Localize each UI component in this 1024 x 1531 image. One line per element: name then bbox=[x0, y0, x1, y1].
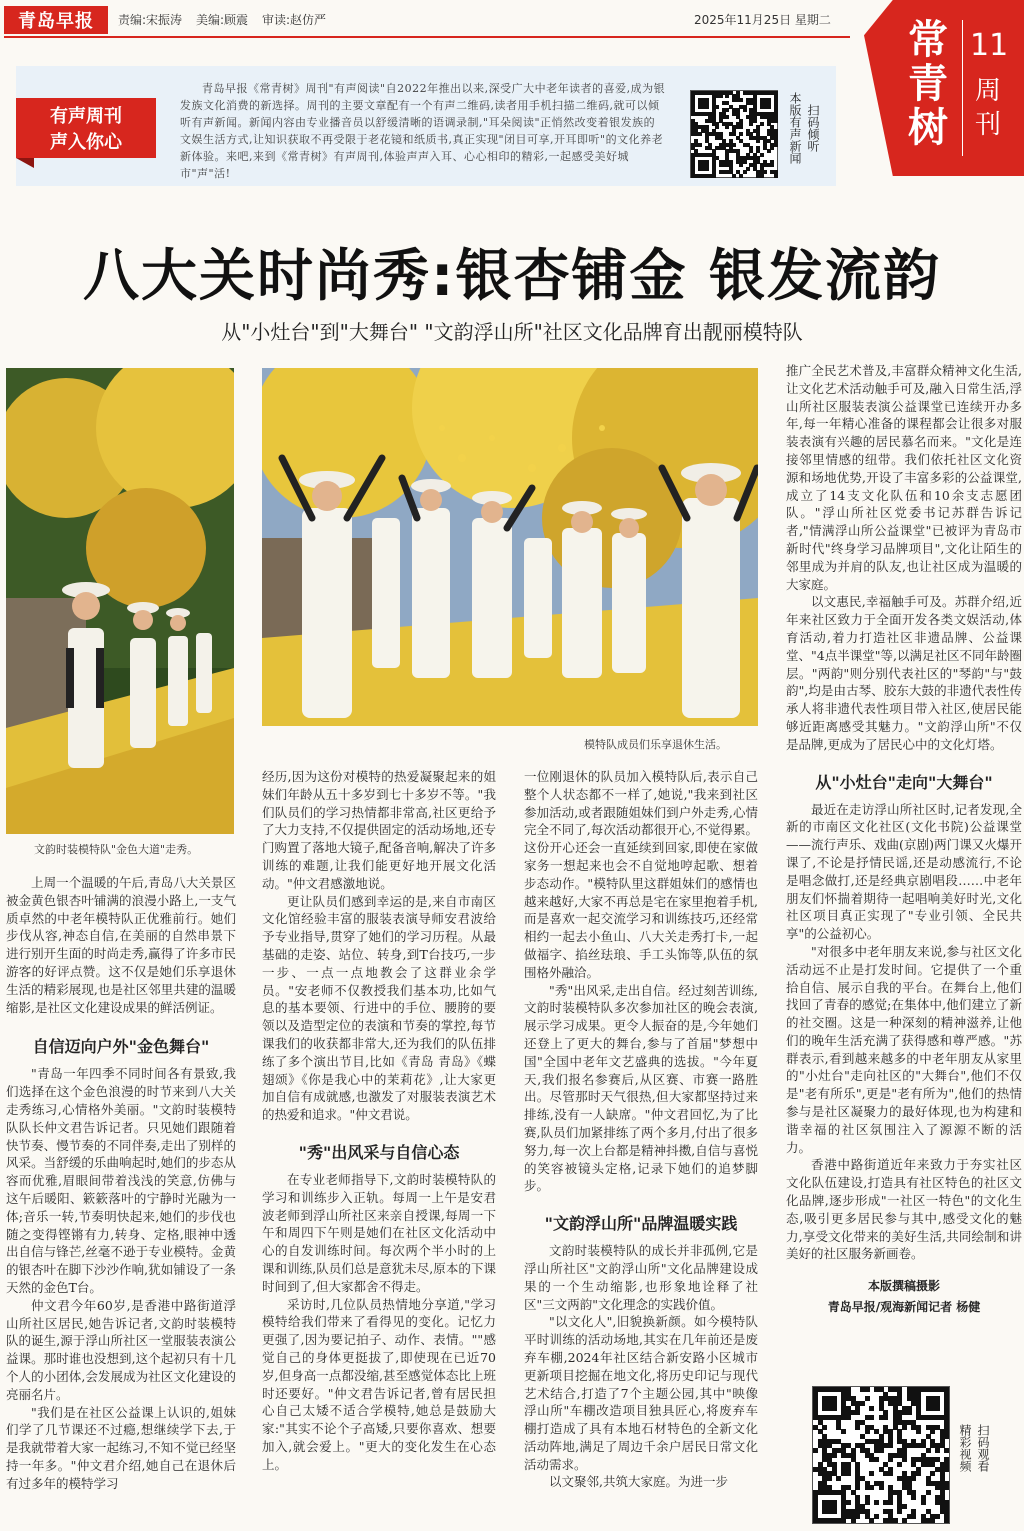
article-column-3 bbox=[524, 768, 758, 1491]
audio-qr-code[interactable] bbox=[690, 90, 778, 178]
section-flag bbox=[858, 0, 1024, 176]
paragraph: "对很多中老年朋友来说,参与社区文化活动远不止是打发时间。它提供了一个重拾自信、展示自我的平台。在舞台上,他们找回了青春的感觉;在集体中,他们建立了新的社交圈。这是一种深刻的精神滋养,让他们的晚年生活充满了获得感和尊严感。"苏群表示,看到越来越多的中老年朋友从家里的"小灶台"走向社区的"大舞台",他们不仅是"老有所乐",更是"老有所为",他们的热情参与是社区凝聚力的最好体现,也为构建和谐幸福的社区氛围注入了源源不断的活力。 bbox=[786, 943, 1022, 1155]
designer-credit: 美编:顾震 bbox=[196, 13, 249, 27]
section-brand: 常青树 bbox=[908, 17, 948, 151]
paragraph: 文韵时装模特队的成长并非孤例,它是浮山所社区"文韵浮山所"文化品牌建设成果的一个生动缩影,也形象地诠释了社区"三文两韵"文化理念的实践价值。 bbox=[524, 1243, 758, 1312]
weekly-label: 周刊 bbox=[974, 76, 1001, 140]
paragraph: 一位刚退休的队员加入模特队后,表示自己整个人状态都不一样了,她说,"我来到社区参加活动,或者跟随姐妹们到户外走秀,心情完全不同了,每次活动都很开心,不觉得累。这份开心还会一直延续到回家,即使在家做家务一想起来也会不自觉地哼起歌、想着步态动作。"模特队里这群姐妹们的感情也越来越好,大家不再总是宅在家里抱着手机,而是喜欢一起交流学习和训练技巧,还经常相约一起去小鱼山、八大关走秀打卡,一起做福字、掐丝珐琅、手工头饰等,队伍的氛围格外融洽。 bbox=[524, 769, 758, 980]
section-heading-brand-practice: "文韵浮山所"品牌温暖实践 bbox=[544, 1214, 738, 1234]
paragraph: 香港中路街道近年来致力于夯实社区文化队伍建设,打造具有社区特色的社区文化品牌,逐步形成"一社区一特色"的文化生态,吸引更多居民参与其中,感受文化的魅力,享受文化带来的美好生活,共同绘制和讲美好的社区服务新画卷。 bbox=[786, 1157, 1022, 1262]
section-heading-golden-stage: 自信迈向户外"金色舞台" bbox=[32, 1037, 210, 1057]
paragraph: "秀"出风采,走出自信。经过刻苦训练,文韵时装模特队多次参加社区的晚会表演,展示学习成果。更令人振奋的是,今年她们还登上了更大的舞台,参与了首届"梦想中国"全国中老年文艺盛典的选拔。"今年夏天,我们报名参赛后,从区赛、市赛一路胜出。尽管那时天气很热,但大家都坚持过来排练,没有一人缺席。"仲文君回忆,为了比赛,队员们加紧排练了两个多月,付出了很多努力,每一次上台都是精神抖擞,自信与喜悦的笑容被镜头定格,记录下她们的追梦脚步。 bbox=[524, 982, 758, 1194]
paragraph: 最近在走访浮山所社区时,记者发现,全新的市南区文化社区(文化书院)公益课堂——流行声乐、戏曲(京剧)两门课又火爆开课了,不论是抒情民谣,还是动感流行,不论是唱念做打,还是经典京剧唱段……中老年朋友们怀揣着期待一起唱响美好时光,文化社区项目真正实现了"专业引领、全民共享"的公益初心。 bbox=[786, 801, 1022, 942]
paragraph: 以文聚邻,共筑大家庭。为进一步 bbox=[549, 1474, 728, 1490]
paragraph: 更让队员们感到幸运的是,来自市南区文化馆经验丰富的服装表演导师安君波给予专业指导,贯穿了她们的学习历程。从最基础的走姿、站位、转身,到T台技巧,一步一步、一点一点地教会了这群业余学员。"安老师不仅教授我们基本功,比如气息的基本要领、行进中的手位、腰胯的要领以及造型定位的表演和节奏的掌控,每节课我们的收获都非常大,还为我们的队伍排练了多个演出节目,比如《青岛 青岛》《蝶翅颂》《你是我心中的茉莉花》,让大家更加自信有成就感,也激发了对服装表演艺术的热爱和追求。"仲文君说。 bbox=[262, 893, 496, 1123]
paragraph: 仲文君今年60岁,是香港中路街道浮山所社区居民,她告诉记者,文韵时装模特队的诞生,源于浮山所社区一堂服装表演公益课。那时谁也没想到,这个起初只有十几个人的小团体,会发展成为社区文化建设的亮丽名片。 bbox=[6, 1297, 236, 1402]
issue-date: 2025年11月25日 星期二 bbox=[694, 13, 831, 27]
left-photo-caption: 文韵时装模特队"金色大道"走秀。 bbox=[34, 843, 199, 856]
paragraph: "青岛一年四季不同时间各有景致,我们选择在这个金色浪漫的时节来到八大关走秀练习,心情格外美丽。"文韵时装模特队队长仲文君告诉记者。只见她们跟随着快节奏、慢节奏的不同伴奏,走出了别样的风采。当舒缓的乐曲响起时,她们的步态从容而优雅,眉眼间带着浅浅的笑意,仿佛与这午后暖阳、簌簌落叶的宁静时光融为一体;音乐一转,节奏明快起来,她们的步伐也随之变得铿锵有力,转身、定格,眼神中透出自信与锋芒,丝毫不逊于专业模特。金黄的银杏叶在脚下沙沙作响,犹如铺设了一条天然的金色T台。 bbox=[6, 1066, 236, 1295]
qr-label-watch: 扫码观看 bbox=[976, 1424, 990, 1472]
paragraph: 推广全民艺术普及,丰富群众精神文化生活,让文化艺术活动触手可及,融入日常生活,浮山所社区服装表演公益课堂已连续开办多年,每一年精心准备的课程都会让很多对服装表演有兴趣的居民慕名而来。"文化是连接邻里情感的纽带。我们依托社区文化资源和场地优势,开设了丰富多彩的公益课堂,成立了14支文化队伍和10余支志愿团队。"浮山所社区党委书记苏群告诉记者,"情满浮山所公益课堂"已被评为青岛市新时代"终身学习品牌项目",文化让陌生的邻里成为并肩的队友,也让社区成为温暖的大家庭。 bbox=[786, 363, 1022, 592]
article-column-2 bbox=[262, 768, 496, 1473]
photo-leaf-toss bbox=[262, 368, 758, 726]
reviewer-credit: 审读:赵仿严 bbox=[262, 13, 327, 27]
sub-headline: 从"小灶台"到"大舞台" "文韵浮山所"社区文化品牌育出靓丽模特队 bbox=[221, 320, 803, 344]
paragraph: 以文惠民,幸福触手可及。苏群介绍,近年来社区致力于全面开发各类文娱活动,体育活动,着力打造社区非遗品牌、公益课堂、"4点半课堂"等,以满足社区不同年龄圈层。"两韵"则分别代表社区的"琴韵"与"鼓韵",均是由古琴、胶东大鼓的非遗代表性传承人将非遗代表性项目带入社区,使居民能够近距离感受其魅力。"文韵浮山所"不仅是品牌,更成为了居民心中的文化灯塔。 bbox=[786, 594, 1022, 752]
article-column-4 bbox=[786, 362, 1022, 1315]
paragraph: 经历,因为这份对模特的热爱凝聚起来的姐妹们年龄从五十多岁到七十多岁不等。"我们队员们的学习热情都非常高,社区更给予了大力支持,不仅提供固定的活动场地,还专门购置了落地大镜子,配备音响,解决了许多训练的难题,让我们能更好地开展文化活动。"仲文君感激地说。 bbox=[262, 769, 496, 891]
qr-label-video: 精彩视频 bbox=[958, 1424, 972, 1472]
newspaper-logo: 青岛早报 bbox=[4, 6, 108, 34]
audio-weekly-tag: 有声周刊 声入你心 bbox=[16, 98, 156, 158]
article-column-1 bbox=[6, 874, 236, 1493]
video-qr-code[interactable] bbox=[812, 1386, 950, 1524]
center-photo-caption: 模特队成员们乐享退休生活。 bbox=[584, 738, 727, 751]
photo-credit-heading: 本版撰稿摄影 bbox=[867, 1279, 940, 1294]
lead-paragraph: 上周一个温暖的午后,青岛八大关景区被金黄色银杏叶铺满的浪漫小路上,一支气质卓然的中老年模特队正优雅前行。她们步伐从容,神态自信,在美丽的自然串景下进行别开生面的时尚走秀,赢得了许多市民游客的好评点赞。这不仅是她们乐享退休生活的精彩展现,也是社区邻里共建的温暖缩影,是社区文化建设成果的鲜活例证。 bbox=[6, 875, 236, 1015]
intro-text: 青岛早报《常青树》周刊"有声阅读"自2022年推出以来,深受广大中老年读者的喜爱,成为银发族文化消费的新选择。周刊的主要文章配有一个有声二维码,读者用手机扫描二维码,就可以倾听有声新闻。新闻内容由专业播音员以舒缓清晰的语调录制,"耳朵阅读"正悄然改变着银发族的文娱生活方式,让知识获取不再受限于老花镜和纸质书,真正实现"闭目可享,开耳即听"的文化养老新体验。来吧,来到《常青树》有声周刊,体验声声入耳、心心相印的精彩,一起感受美好城市"声"活! bbox=[180, 82, 666, 180]
qr-label-audio: 本版有声新闻 bbox=[788, 92, 802, 164]
reporter-credit: 青岛早报/观海新闻记者 杨健 bbox=[827, 1300, 981, 1315]
editor-credit: 责编:宋振涛 bbox=[118, 13, 183, 27]
main-headline: 八大关时尚秀:银杏铺金 银发流韵 bbox=[83, 244, 941, 309]
qr-label-scan: 扫码倾听 bbox=[806, 104, 820, 152]
photo-runway-walk bbox=[6, 368, 234, 834]
masthead-rule bbox=[4, 36, 850, 38]
section-heading-big-stage: 从"小灶台"走向"大舞台" bbox=[815, 772, 993, 792]
paragraph: 采访时,几位队员热情地分享道,"学习模特给我们带来了看得见的变化。记忆力更强了,因为要记拍子、动作、表情。""感觉自己的身体更挺拔了,即使现在已近70岁,但身高一点都没缩,甚至感觉体态比上班时还要好。"仲文君告诉记者,曾有居民担心自己太矮不适合学模特,她总是鼓励大家:"其实不论个子高矮,只要你喜欢、想要加入,就会爱上。"更大的变化发生在心态上。 bbox=[262, 1296, 496, 1472]
paragraph: 在专业老师指导下,文韵时装模特队的学习和训练步入正轨。每周一上午是安君波老师到浮山所社区来亲自授课,每周一下午和周四下午则是她们在社区文化活动中心的自发训练时间。每次两个半小时的上课和训练,队员们总是意犹未尽,原本的下课时间到了,但大家都舍不得走。 bbox=[262, 1171, 496, 1294]
paragraph: "以文化人",旧貌换新颜。如今模特队平时训练的活动场地,其实在几年前还是废弃车棚,2024年社区结合新安路小区城市更新项目挖掘在地文化,将历史印记与现代艺术结合,打造了7个主题公园,其中"映像浮山所"车棚改造项目独具匠心,将废弃车棚打造成了具有本地石材特色的全新文化活动阵地,满足了周边千余户居民日常文化活动需求。 bbox=[524, 1314, 758, 1472]
paragraph: "我们是在社区公益课上认识的,姐妹们学了几节课还不过瘾,想继续学下去,于是我就带着大家一起练习,不知不觉已经坚持一年多。"仲文君介绍,她自己在退休后有过多年的模特学习 bbox=[6, 1404, 236, 1491]
section-heading-show-confidence: "秀"出风采与自信心态 bbox=[298, 1142, 460, 1162]
page-number: 11 周刊 bbox=[970, 28, 1009, 140]
